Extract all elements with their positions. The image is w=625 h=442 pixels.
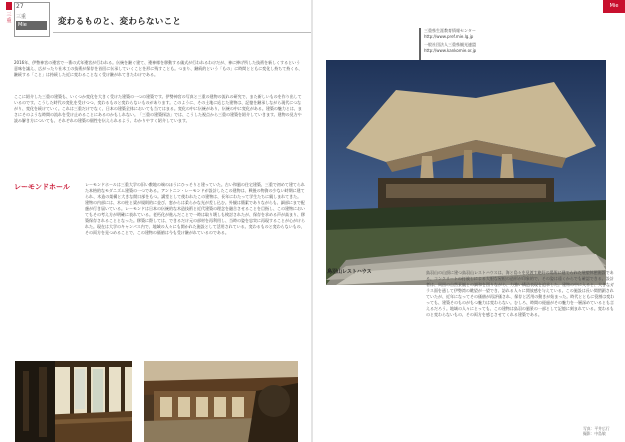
contact-info — [424, 28, 476, 53]
body-paragraph-3: 鳥羽山の山頂に建つ鳥羽山レストハウスは、海と島々を見渡す絶好の場所に建てられた展望休憩施設である。コンクリートの打放しによる大胆な屋根の造形が印象的で、その姿は遠くからでも確認できる。設計者は、周囲の自然景観との調和を図りながら、力強い構造表現を追求した。建物の中に入ると、大きなガラス面を通して伊勢湾の眺望が一望でき、訪れる人々に開放感を与えている。この施設は長い間閉鎖されていたが、近年になってその価値が再評価され、保存と活用の動きが始まった。時代とともに役割は変わっても、建築そのものがもつ魅力は変わらない。むしろ、時間の経過がその魅力を一層深めているとも言えるだろう。地域の人々にとっても、この建物は鳥羽の風景の一部として記憶に刻まれている。変わるものと変わらないもの、その両方を感じさせてくれる建築である。 — [426, 270, 615, 317]
contact-line: 一般社団法人三重県観光連盟 — [424, 42, 476, 47]
page-number: 27 — [16, 3, 24, 10]
contact-line: 三重県生涯教育情報センター — [424, 28, 476, 33]
title-divider — [53, 32, 311, 33]
body-paragraph-1: ここに紹介した三重の建築も、いくつか変化を大きく受けた建築の一つの建築です。伊勢神宮の写真と三重の建物の流れの研究で、また新しいものを作り出しているのです。こうした時代の変化を受けつつ、変わるものと変わらないものがあります。このように、その土地に応じた建物は、記憶を継承しながら現代につながり、変化を続けていく。これは三重だけでなく、日本の建築全体においても当てはまる。変化の中に伝統があり、伝統の中に変化がある。建築の魅力とは、まさにそのような時間の流れを受け止めることにあるのかもしれない。「三重の建築探訪」では、こうした視点から三重の建築を紹介していきます。建物の見方や読み解き方についても、それぞれの建築の個性を伝えられるよう、わかりやすく紹介しています。 — [14, 94, 302, 123]
credit-line: 写真：平井広行 — [583, 426, 610, 431]
corner-tab-label: Mie — [603, 0, 625, 13]
prefecture-tab-marker — [6, 2, 12, 10]
intro-paragraph: 2016年、伊勢神宮の遷宮で一番の式年遷宮が行われる。伝統を継ぐ建て、遷神様を移動する儀式が行われるわけだが、神に捧げ所した技術を新しくするという意味を議え、広がったり社木工の技術が保存を首回に伝承していくことを形に残すことも。つまり、継続的という「もの」に時間とともに変化し持ちて持くる、継続する「こと」は持続した近に変わることなく受け継がれてきたわけである。 — [14, 60, 303, 77]
photo-credit — [583, 427, 610, 436]
credit-line: 撮影：中島敏 — [583, 430, 606, 436]
toba-rest-house-photo — [326, 60, 606, 285]
raymond-hall-interior-photo — [15, 361, 132, 442]
contact-line[interactable]: http://www.kankomie.or.jp — [424, 47, 477, 53]
page-title: 変わるものと、変わらないこと — [58, 17, 182, 27]
prefecture-name-en: Mie — [16, 21, 47, 30]
photo-caption: 鳥羽山レストハウス — [327, 269, 372, 275]
raymond-hall-exterior-photo — [144, 361, 298, 442]
contact-line[interactable]: http://www.pref.mie.lg.jp — [424, 33, 474, 39]
section-heading-raymond-hall: レーモンドホール — [14, 183, 70, 191]
prefecture-name-jp: 三重 — [16, 14, 27, 20]
body-paragraph-2: レーモンドホールは三重大学の旧い敷地の端のほうにひっそりと建っていた。古い和風の住宅建築、三重で初めて建てられた本格的なモダニズム建築の一つである。アントニン・レーモンドが設計したこの建物は、戦後の物資の少ない時期に建てられ、木造の架構と大きな開口部をもつ。講堂として使われたこの建物は、長年にわたって学生たちに親しまれてきた。建物の内部には、木の柱と梁が規則的に並び、窓からは柔らかな光が差し込む。外観は簡素でありながらも、細部にまで配慮が行き届いている。レーモンドは日本の伝統的な木造技術と近代建築の理念を融合させることを目指し、この建物においてもその考え方が明確に表れている。老朽化が進んだことで一時は取り壊しも検討されたが、保存を求める声が高まり、移築保存されることとなった。移築に際しては、できるだけ元の部材を再利用し、当時の姿を忠実に再現することが心がけられた。現在は大学のキャンパス内で、地域の人々にも開かれた施設として活用されている。変わるものと変わらないもの、その両方を見つめることで、この建物の価値は今も受け継がれているのである。 — [85, 182, 305, 235]
prefecture-vertical-label: 三重 — [6, 12, 12, 24]
